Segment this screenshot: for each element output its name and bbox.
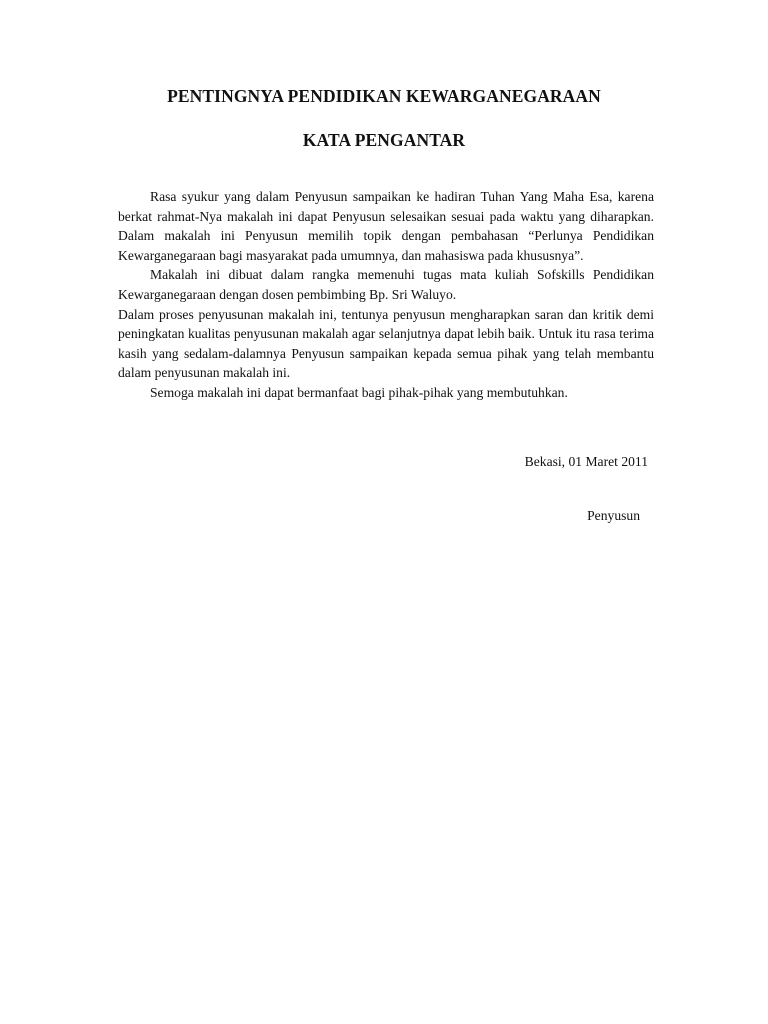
section-heading: KATA PENGANTAR — [302, 130, 466, 150]
body-text — [118, 187, 654, 403]
paragraph-opening: Rasa syukur yang dalam Penyusun sampaikan ke hadiran Tuhan Yang Maha Esa, karena berkat rahmat-Nya makalah ini dapat Penyusun selesaikan sesuai pada waktu yang diharapkan. Dalam makalah ini Penyusun memilih topik dengan pembahasan “Perlunya Pendidikan Kewarganegaraan bagi masyarakat pada umumnya, dan mahasiswa pada khususnya”. — [118, 189, 654, 263]
paragraph-acknowledgement: Dalam proses penyusunan makalah ini, tentunya penyusun mengharapkan saran dan kritik demi peningkatan kualitas penyusunan makalah agar selanjutnya dapat lebih baik. Untuk itu rasa terima kasih yang sedalam-dalamnya Penyusun sampaikan kepada semua pihak yang telah membantu dalam penyusunan makalah ini. — [118, 306, 654, 381]
document-title: PENTINGNYA PENDIDIKAN KEWARGANEGARAAN — [167, 86, 601, 106]
place-date: Bekasi, 01 Maret 2011 — [524, 454, 648, 469]
paragraph-closing: Semoga makalah ini dapat bermanfaat bagi pihak-pihak yang membutuhkan. — [150, 384, 568, 400]
paragraph-purpose: Makalah ini dibuat dalam rangka memenuhi tugas mata kuliah Sofskills Pendidikan Kewarganegaraan dengan dosen pembimbing Bp. Sri Waluyo. — [118, 267, 654, 302]
signer-name: Penyusun — [587, 508, 640, 523]
